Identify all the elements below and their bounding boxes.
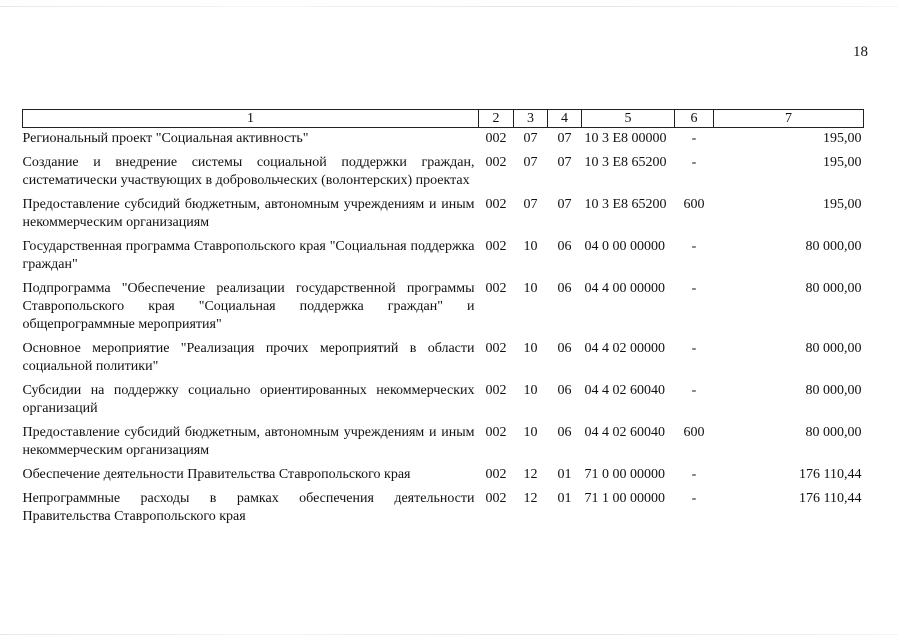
row-name: Предоставление субсидий бюджетным, автономным учреждениям и иным некоммерческим организациям <box>22 197 475 230</box>
row-subsection-code: 06 <box>557 239 572 254</box>
row-amount: 195,00 <box>823 131 862 146</box>
row-subsection-code: 07 <box>557 155 572 170</box>
row-section-code: 07 <box>523 155 538 170</box>
row-subsection-code: 06 <box>557 341 572 356</box>
row-subsection-code: 07 <box>557 131 572 146</box>
column-header-4: 4 <box>548 110 582 128</box>
row-subsection-code: 06 <box>557 281 572 296</box>
row-ministry-code: 002 <box>485 383 507 398</box>
table-row <box>23 490 864 532</box>
row-amount: 176 110,44 <box>799 467 862 482</box>
column-header-1: 1 <box>23 110 479 128</box>
row-expense-type: - <box>691 491 697 506</box>
budget-table <box>22 109 864 532</box>
row-expense-type: - <box>691 239 697 254</box>
row-expense-type: - <box>691 131 697 146</box>
row-amount: 80 000,00 <box>805 341 862 356</box>
row-expense-type: - <box>691 341 697 356</box>
row-target-code: 04 4 02 00000 <box>584 341 665 356</box>
row-ministry-code: 002 <box>485 197 507 212</box>
column-header-2: 2 <box>479 110 514 128</box>
column-header-5: 5 <box>582 110 675 128</box>
column-header-7: 7 <box>714 110 864 128</box>
table-header <box>23 110 864 128</box>
row-name: Непрограммные расходы в рамках обеспечения деятельности Правительства Ставропольского края <box>22 491 475 524</box>
row-section-code: 10 <box>523 341 538 356</box>
row-ministry-code: 002 <box>485 425 507 440</box>
row-ministry-code: 002 <box>485 467 507 482</box>
row-target-code: 10 3 E8 65200 <box>584 197 667 212</box>
row-section-code: 12 <box>523 491 538 506</box>
table-body <box>23 128 864 533</box>
column-header-6: 6 <box>675 110 714 128</box>
row-amount: 80 000,00 <box>805 281 862 296</box>
row-name: Основное мероприятие "Реализация прочих мероприятий в области социальной политики" <box>22 341 475 374</box>
table-row <box>23 154 864 196</box>
row-section-code: 07 <box>523 197 538 212</box>
row-name: Государственная программа Ставропольского края "Социальная поддержка граждан" <box>22 239 475 272</box>
row-amount: 80 000,00 <box>805 425 862 440</box>
row-target-code: 04 0 00 00000 <box>584 239 665 254</box>
row-expense-type: - <box>691 281 697 296</box>
table-row <box>23 196 864 238</box>
row-section-code: 10 <box>523 425 538 440</box>
row-expense-type: - <box>691 467 697 482</box>
row-subsection-code: 01 <box>557 491 572 506</box>
scan-edge-top <box>0 6 898 7</box>
row-target-code: 04 4 00 00000 <box>584 281 665 296</box>
table-row <box>23 340 864 382</box>
header-row <box>23 110 864 128</box>
row-ministry-code: 002 <box>485 341 507 356</box>
row-ministry-code: 002 <box>485 155 507 170</box>
row-name: Субсидии на поддержку социально ориентированных некоммерческих организаций <box>22 383 475 416</box>
row-subsection-code: 06 <box>557 425 572 440</box>
table-row <box>23 280 864 340</box>
row-amount: 195,00 <box>823 197 862 212</box>
page-number: 18 <box>853 44 868 60</box>
row-target-code: 04 4 02 60040 <box>584 425 665 440</box>
row-name: Подпрограмма "Обеспечение реализации государственной программы Ставропольского края "Социальная поддержка граждан" и общепрограммные мероприятия" <box>22 281 475 332</box>
scan-edge-bottom <box>0 634 898 635</box>
table-row <box>23 238 864 280</box>
table-row <box>23 424 864 466</box>
row-ministry-code: 002 <box>485 131 507 146</box>
row-section-code: 10 <box>523 281 538 296</box>
row-section-code: 12 <box>523 467 538 482</box>
column-header-3: 3 <box>514 110 548 128</box>
row-subsection-code: 01 <box>557 467 572 482</box>
row-ministry-code: 002 <box>485 281 507 296</box>
row-expense-type: 600 <box>683 425 705 440</box>
row-amount: 195,00 <box>823 155 862 170</box>
row-section-code: 10 <box>523 239 538 254</box>
row-section-code: 10 <box>523 383 538 398</box>
row-name: Создание и внедрение системы социальной поддержки граждан, систематически участвующих в добровольческих (волонтерских) проектах <box>22 155 475 188</box>
row-amount: 80 000,00 <box>805 239 862 254</box>
row-ministry-code: 002 <box>485 239 507 254</box>
row-ministry-code: 002 <box>485 491 507 506</box>
table-row <box>23 382 864 424</box>
row-target-code: 10 3 E8 65200 <box>584 155 667 170</box>
row-subsection-code: 07 <box>557 197 572 212</box>
row-target-code: 04 4 02 60040 <box>584 383 665 398</box>
row-amount: 176 110,44 <box>799 491 862 506</box>
row-target-code: 10 3 E8 00000 <box>584 131 667 146</box>
row-name: Обеспечение деятельности Правительства Ставропольского края <box>22 467 411 482</box>
row-expense-type: - <box>691 155 697 170</box>
row-expense-type: - <box>691 383 697 398</box>
row-expense-type: 600 <box>683 197 705 212</box>
table-row <box>23 128 864 155</box>
row-subsection-code: 06 <box>557 383 572 398</box>
row-name: Региональный проект "Социальная активность" <box>22 131 309 146</box>
row-section-code: 07 <box>523 131 538 146</box>
table-row <box>23 466 864 490</box>
row-target-code: 71 1 00 00000 <box>584 491 665 506</box>
row-target-code: 71 0 00 00000 <box>584 467 665 482</box>
row-name: Предоставление субсидий бюджетным, автономным учреждениям и иным некоммерческим организациям <box>22 425 475 458</box>
row-amount: 80 000,00 <box>805 383 862 398</box>
